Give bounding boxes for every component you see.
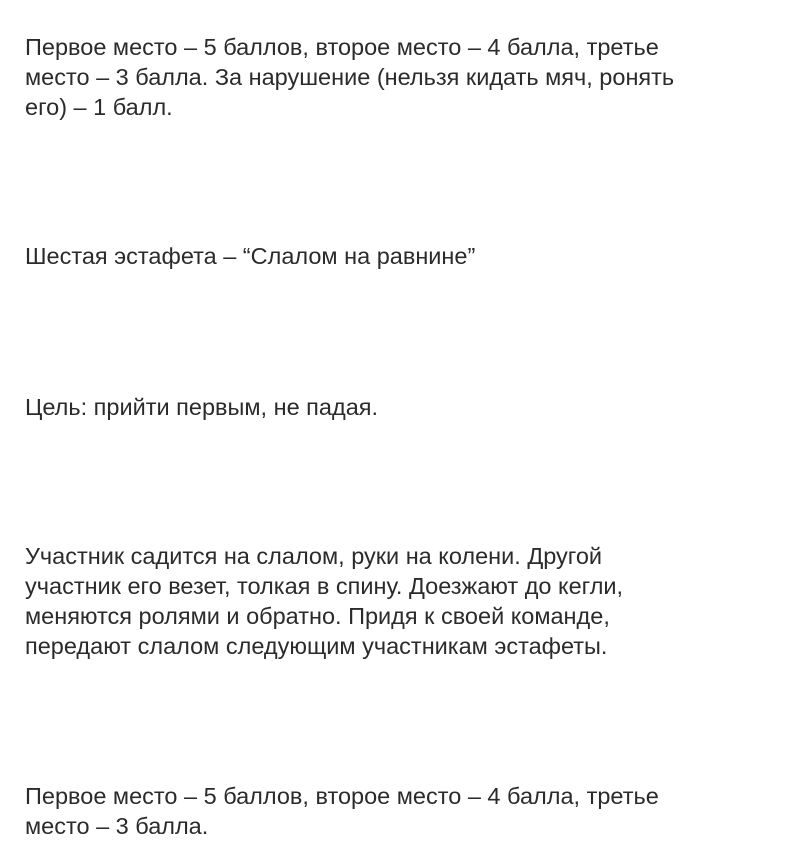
scoring-paragraph-2: Первое место – 5 баллов, второе место – 4 балла, третье место – 3 балла. — [25, 783, 659, 839]
scoring-paragraph: Первое место – 5 баллов, второе место – 4 балла, третье место – 3 балла. За нарушение (нельзя кидать мяч, ронять его) – 1 балл. — [25, 34, 675, 120]
goal-paragraph: Цель: прийти первым, не падая. — [25, 394, 379, 420]
relay-title: Шестая эстафета – “Слалом на равнине” — [25, 243, 476, 269]
rules-paragraph: Участник садится на слалом, руки на колени. Другой участник его везет, толкая в спину. Доезжают до кегли, меняются ролями и обратно. Придя к своей команде, передают слалом следующим участникам эстафеты. — [25, 543, 624, 659]
